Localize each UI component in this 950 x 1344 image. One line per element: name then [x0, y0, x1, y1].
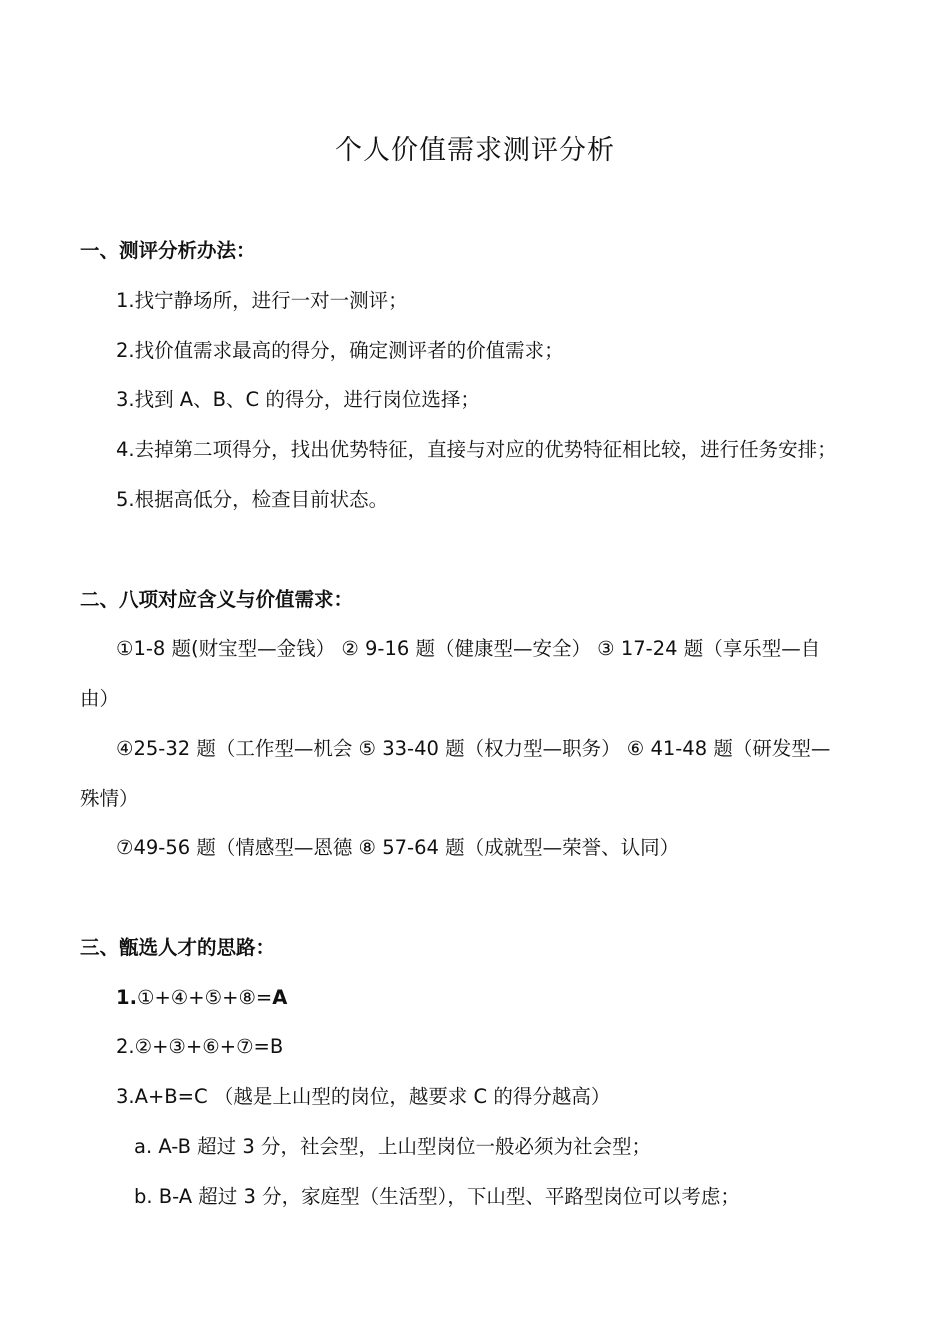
sub-item-a: a. A-B 超过 3 分，社会型，上山型岗位一般必须为社会型；	[134, 1135, 651, 1158]
section-2-line-3: ④25-32 题（工作型—机会 ⑤ 33-40 题（权力型—职务） ⑥ 41-48 题（研发型—	[116, 737, 831, 760]
section-1-item-5: 5.根据高低分，检查目前状态。	[116, 488, 389, 511]
formula-c: 3.A+B=C （越是上山型的岗位，越要求 C 的得分越高）	[116, 1085, 611, 1108]
formula-a-body: ①+④+⑤+⑧=	[136, 986, 273, 1009]
section-2-line-4: 殊情）	[80, 787, 139, 810]
document-title: 个人价值需求测评分析	[335, 135, 615, 166]
section-2-line-2: 由）	[80, 687, 120, 710]
section-1-item-4: 4.去掉第二项得分，找出优势特征，直接与对应的优势特征相比较，进行任务安排；	[116, 438, 837, 461]
section-2-line-5: ⑦49-56 题（情感型—恩德 ⑧ 57-64 题（成就型—荣誉、认同）	[116, 836, 680, 859]
formula-a	[116, 985, 287, 1011]
section-1-item-1: 1.找宁静场所，进行一对一测评；	[116, 289, 408, 312]
section-1-item-3: 3.找到 A、B、C 的得分，进行岗位选择；	[116, 388, 480, 411]
formula-a-prefix: 1.	[116, 986, 137, 1009]
section-3-heading: 三、甑选人才的思路：	[80, 936, 276, 959]
formula-b: 2.②+③+⑥+⑦=B	[116, 1035, 284, 1058]
section-2-line-1: ①1-8 题(财宝型—金钱） ② 9-16 题（健康型—安全） ③ 17-24 题（享乐型—自	[116, 637, 821, 660]
section-1-heading: 一、测评分析办法：	[80, 239, 256, 262]
section-1-item-2: 2.找价值需求最高的得分，确定测评者的价值需求；	[116, 339, 564, 362]
sub-item-b: b. B-A 超过 3 分，家庭型（生活型），下山型、平路型岗位可以考虑；	[134, 1185, 740, 1208]
section-2-heading: 二、八项对应含义与价值需求：	[80, 588, 354, 611]
formula-a-result: A	[272, 986, 288, 1009]
